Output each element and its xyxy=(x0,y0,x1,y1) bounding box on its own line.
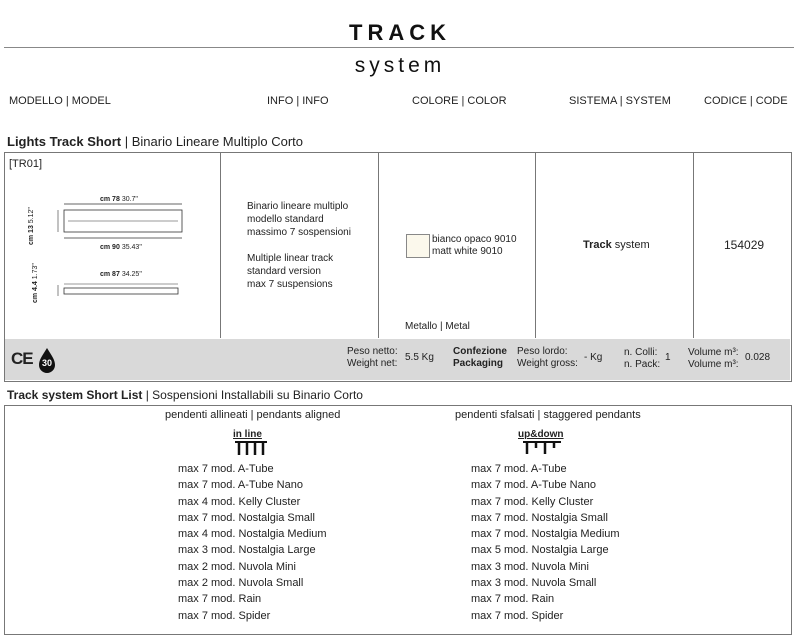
column-divider xyxy=(693,153,694,338)
packaging-label: Confezione Packaging xyxy=(453,346,507,369)
list-item: max 7 mod. Kelly Cluster xyxy=(471,495,594,508)
product-title-rest: | Binario Lineare Multiplo Corto xyxy=(121,134,303,149)
brand-title: TRACK xyxy=(349,20,451,45)
dim-height: cm 13 5.12" xyxy=(28,207,35,245)
aligned-list xyxy=(178,461,327,624)
dim-top-width: cm 78 30.7" xyxy=(100,196,138,203)
list-item: max 7 mod. Spider xyxy=(178,609,271,622)
volume-value: 0.028 xyxy=(745,352,771,363)
list-item: max 7 mod. Nostalgia Small xyxy=(471,511,608,524)
list-item: max 3 mod. Nuvola Mini xyxy=(471,560,589,573)
product-code: 154029 xyxy=(724,238,765,252)
list-item: max 4 mod. Kelly Cluster xyxy=(178,495,301,508)
header-system: SISTEMA | SYSTEM xyxy=(569,95,671,107)
gross-weight-value: - Kg xyxy=(584,352,603,363)
list-item: max 7 mod. Nostalgia Small xyxy=(178,511,315,524)
info-english: Multiple linear track standard version max 7 suspensions xyxy=(247,253,334,290)
up-down-icon xyxy=(522,440,562,461)
up-down-icon-label: up&down xyxy=(518,429,564,440)
list-item: max 7 mod. Rain xyxy=(471,593,555,606)
list-item: max 4 mod. Nostalgia Medium xyxy=(178,528,327,541)
brand-subtitle: system xyxy=(354,54,446,77)
colli-pack-label: n. Colli: n. Pack: xyxy=(624,347,661,370)
short-list-title: Track system Short List | Sospensioni Installabili su Binario Corto xyxy=(7,388,363,402)
gross-weight-label: Peso lordo: Weight gross: xyxy=(517,346,578,369)
header-color: COLORE | COLOR xyxy=(412,95,507,107)
material: Metallo | Metal xyxy=(405,321,470,332)
list-item: max 2 mod. Nuvola Mini xyxy=(178,560,296,573)
system-name: Track system xyxy=(583,239,650,251)
list-item: max 5 mod. Nostalgia Large xyxy=(471,544,609,557)
dim-bottom-width: cm 90 35.43" xyxy=(100,244,142,251)
list-item: max 2 mod. Nuvola Small xyxy=(178,577,304,590)
dim-rail-height: cm 4.4 1.73" xyxy=(32,263,39,303)
brand-divider xyxy=(4,47,794,48)
product-title-bold: Lights Track Short xyxy=(7,134,122,149)
header-code: CODICE | CODE xyxy=(704,95,788,107)
short-list-box xyxy=(4,405,792,635)
color-name: bianco opaco 9010 matt white 9010 xyxy=(432,234,517,257)
volume-label: Volume m³: Volume m³: xyxy=(688,347,739,370)
header-info: INFO | INFO xyxy=(267,95,329,107)
list-item: max 3 mod. Nuvola Small xyxy=(471,577,597,590)
aligned-heading: pendenti allineati | pendants aligned xyxy=(165,409,341,421)
list-item: max 7 mod. Nostalgia Medium xyxy=(471,528,620,541)
list-item: max 7 mod. A-Tube xyxy=(471,463,567,475)
column-divider xyxy=(220,153,221,338)
color-swatch xyxy=(406,234,430,258)
info-italian: Binario lineare multiplo modello standard massimo 7 sospensioni xyxy=(247,201,351,238)
staggered-list xyxy=(471,461,620,624)
header-model: MODELLO | MODEL xyxy=(9,95,111,107)
ip-rating: 30 xyxy=(41,358,52,368)
colli-value: 1 xyxy=(665,352,671,363)
list-item: max 7 mod. A-Tube Nano xyxy=(178,479,303,492)
product-title xyxy=(7,134,303,149)
ce-mark: CE xyxy=(11,349,33,368)
dim-rail-width: cm 87 34.25" xyxy=(100,271,142,278)
column-divider xyxy=(378,153,379,338)
list-item: max 7 mod. Spider xyxy=(471,609,564,622)
list-item: max 7 mod. Rain xyxy=(178,593,262,606)
in-line-icon-label: in line xyxy=(233,429,262,440)
net-weight-label: Peso netto: Weight net: xyxy=(347,346,398,369)
in-line-icon xyxy=(234,440,268,461)
list-item: max 7 mod. A-Tube Nano xyxy=(471,479,596,492)
list-item: max 7 mod. A-Tube xyxy=(178,463,274,475)
net-weight-value: 5.5 Kg xyxy=(405,352,434,363)
staggered-heading: pendenti sfalsati | staggered pendants xyxy=(455,409,641,421)
list-item: max 3 mod. Nostalgia Large xyxy=(178,544,316,557)
column-divider xyxy=(535,153,536,338)
model-code: [TR01] xyxy=(9,158,43,170)
